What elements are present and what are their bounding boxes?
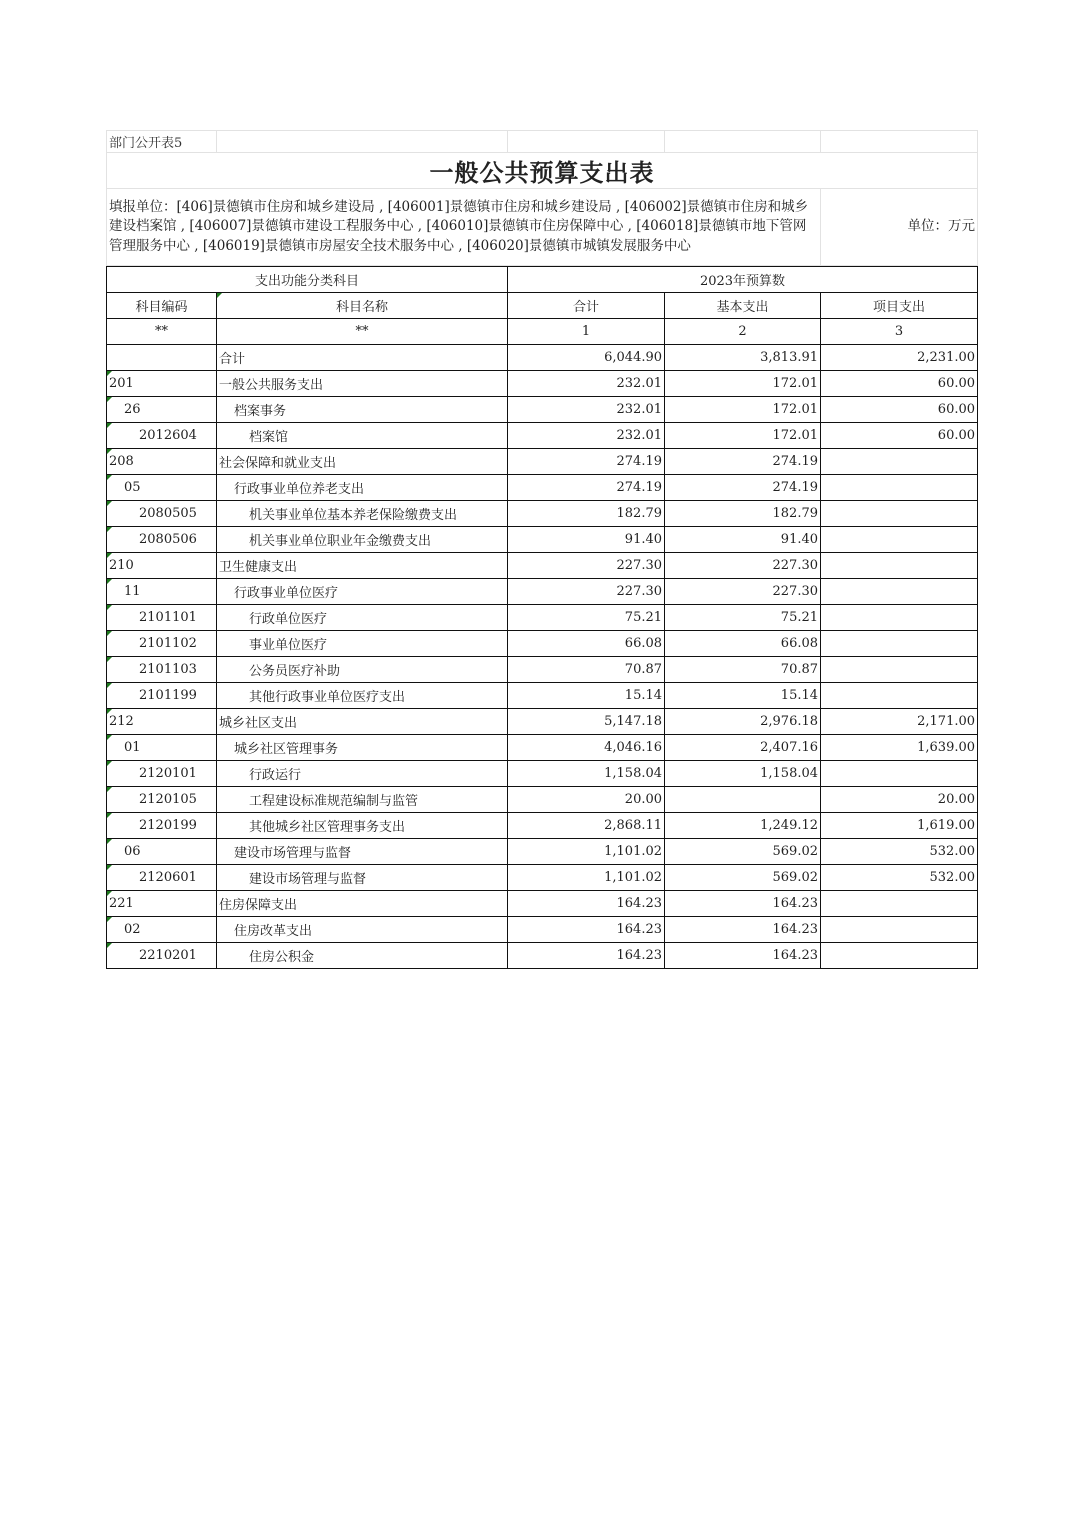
cell-name: 机关事业单位基本养老保险缴费支出 — [217, 501, 508, 527]
cell-marker-icon — [107, 553, 112, 558]
cell-total: 75.21 — [508, 605, 665, 631]
cell-name: 其他行政事业单位医疗支出 — [217, 683, 508, 709]
table-row — [107, 631, 978, 657]
mark-name: ** — [217, 319, 508, 345]
cell-basic — [665, 787, 821, 813]
mark-code: ** — [107, 319, 217, 345]
header-basic: 基本支出 — [665, 293, 821, 319]
cell-name: 住房保障支出 — [217, 891, 508, 917]
cell-name: 卫生健康支出 — [217, 553, 508, 579]
cell-code: 2101199 — [107, 683, 217, 709]
index-total: 1 — [508, 319, 665, 345]
cell-basic: 227.30 — [665, 579, 821, 605]
cell-project: 1,619.00 — [821, 813, 978, 839]
cell-name: 公务员医疗补助 — [217, 657, 508, 683]
cell-project — [821, 943, 978, 969]
cell-marker-icon — [107, 787, 112, 792]
cell-code: 11 — [107, 579, 217, 605]
cell-total: 164.23 — [508, 891, 665, 917]
unit-label: 单位：万元 — [821, 189, 978, 266]
cell-name: 一般公共服务支出 — [217, 371, 508, 397]
header-function-category: 支出功能分类科目 — [107, 267, 508, 293]
table-row — [107, 423, 978, 449]
cell-basic: 91.40 — [665, 527, 821, 553]
cell-project: 532.00 — [821, 839, 978, 865]
table-row — [107, 865, 978, 891]
cell-project — [821, 553, 978, 579]
cell-marker-icon — [107, 605, 112, 610]
cell-name: 行政事业单位医疗 — [217, 579, 508, 605]
table-row — [107, 761, 978, 787]
cell-total: 274.19 — [508, 449, 665, 475]
cell-total: 4,046.16 — [508, 735, 665, 761]
cell-name: 行政单位医疗 — [217, 605, 508, 631]
cell-marker-icon — [107, 943, 112, 948]
table-row — [107, 735, 978, 761]
cell-basic: 569.02 — [665, 839, 821, 865]
cell-name: 城乡社区支出 — [217, 709, 508, 735]
cell-basic: 569.02 — [665, 865, 821, 891]
cell-marker-icon — [107, 475, 112, 480]
cell-marker-icon — [107, 917, 112, 922]
cell-code — [107, 345, 217, 371]
cell-code: 05 — [107, 475, 217, 501]
cell-name: 机关事业单位职业年金缴费支出 — [217, 527, 508, 553]
table-row — [107, 839, 978, 865]
cell-marker-icon — [107, 683, 112, 688]
cell-marker-icon — [107, 397, 112, 402]
cell-project — [821, 683, 978, 709]
index-basic: 2 — [665, 319, 821, 345]
cell-basic: 227.30 — [665, 553, 821, 579]
cell-code: 201 — [107, 371, 217, 397]
cell-basic: 164.23 — [665, 917, 821, 943]
cell-name: 合计 — [217, 345, 508, 371]
cell-project: 2,171.00 — [821, 709, 978, 735]
cell-code: 26 — [107, 397, 217, 423]
cell-name: 建设市场管理与监督 — [217, 865, 508, 891]
cell-name: 城乡社区管理事务 — [217, 735, 508, 761]
table-row — [107, 917, 978, 943]
cell-project — [821, 657, 978, 683]
cell-project — [821, 527, 978, 553]
cell-code: 2080505 — [107, 501, 217, 527]
cell-total: 1,101.02 — [508, 865, 665, 891]
table-row — [107, 371, 978, 397]
cell-name: 其他城乡社区管理事务支出 — [217, 813, 508, 839]
index-project: 3 — [821, 319, 978, 345]
cell-marker-icon — [107, 371, 112, 376]
cell-name: 住房改革支出 — [217, 917, 508, 943]
budget-sheet — [106, 130, 977, 969]
cell-marker-icon — [107, 865, 112, 870]
page-title: 一般公共预算支出表 — [107, 153, 978, 189]
cell-total: 6,044.90 — [508, 345, 665, 371]
cell-code: 01 — [107, 735, 217, 761]
cell-project — [821, 449, 978, 475]
table-row — [107, 501, 978, 527]
cell-total: 274.19 — [508, 475, 665, 501]
cell-total: 15.14 — [508, 683, 665, 709]
cell-marker-icon — [107, 527, 112, 532]
cell-project — [821, 579, 978, 605]
cell-code: 2120199 — [107, 813, 217, 839]
cell-total: 164.23 — [508, 943, 665, 969]
cell-basic: 172.01 — [665, 371, 821, 397]
cell-total: 232.01 — [508, 371, 665, 397]
cell-basic: 3,813.91 — [665, 345, 821, 371]
cell-name: 档案事务 — [217, 397, 508, 423]
cell-total: 227.30 — [508, 553, 665, 579]
filler-units: 填报单位：[406]景德镇市住房和城乡建设局 , [406001]景德镇市住房和城乡建设局 , [406002]景德镇市住房和城乡建设档案馆 , [406007]景德镇市建设工程服务中心 , [406010]景德镇市住房保障中心 , [406018]景德镇市地下管网管理服务中心 , [406019]景德镇市房屋安全技术服务中心 , [406020]景德镇市城镇发展服务中心 — [107, 189, 821, 266]
cell-code: 208 — [107, 449, 217, 475]
cell-marker-icon — [107, 579, 112, 584]
cell-total: 2,868.11 — [508, 813, 665, 839]
cell-total: 70.87 — [508, 657, 665, 683]
cell-basic: 182.79 — [665, 501, 821, 527]
cell-total: 91.40 — [508, 527, 665, 553]
cell-project: 20.00 — [821, 787, 978, 813]
header-name: 科目名称 — [217, 293, 508, 319]
cell-name: 档案馆 — [217, 423, 508, 449]
cell-name: 建设市场管理与监督 — [217, 839, 508, 865]
cell-project: 60.00 — [821, 423, 978, 449]
cell-project — [821, 891, 978, 917]
cell-marker-icon — [107, 761, 112, 766]
cell-total: 20.00 — [508, 787, 665, 813]
cell-name: 社会保障和就业支出 — [217, 449, 508, 475]
cell-marker-icon — [107, 813, 112, 818]
cell-total: 5,147.18 — [508, 709, 665, 735]
table-row — [107, 345, 978, 371]
cell-marker-icon — [107, 423, 112, 428]
cell-name: 行政运行 — [217, 761, 508, 787]
cell-marker-icon — [107, 657, 112, 662]
cell-marker-icon — [107, 891, 112, 896]
cell-basic: 164.23 — [665, 891, 821, 917]
cell-basic: 15.14 — [665, 683, 821, 709]
table-row — [107, 787, 978, 813]
cell-project: 1,639.00 — [821, 735, 978, 761]
cell-basic: 66.08 — [665, 631, 821, 657]
table-row — [107, 943, 978, 969]
cell-project — [821, 917, 978, 943]
cell-marker-icon — [107, 735, 112, 740]
cell-total: 1,158.04 — [508, 761, 665, 787]
table-row — [107, 397, 978, 423]
cell-code: 2080506 — [107, 527, 217, 553]
cell-total: 1,101.02 — [508, 839, 665, 865]
header-total: 合计 — [508, 293, 665, 319]
cell-code: 2012604 — [107, 423, 217, 449]
cell-basic: 172.01 — [665, 423, 821, 449]
table-row — [107, 605, 978, 631]
header-code: 科目编码 — [107, 293, 217, 319]
cell-total: 164.23 — [508, 917, 665, 943]
cell-code: 02 — [107, 917, 217, 943]
cell-project: 532.00 — [821, 865, 978, 891]
cell-basic: 1,249.12 — [665, 813, 821, 839]
table-row — [107, 553, 978, 579]
budget-table — [106, 266, 978, 969]
cell-name: 事业单位医疗 — [217, 631, 508, 657]
cell-basic: 1,158.04 — [665, 761, 821, 787]
table-row — [107, 527, 978, 553]
sheet-header-block — [106, 130, 978, 266]
cell-code: 2120601 — [107, 865, 217, 891]
cell-total: 232.01 — [508, 397, 665, 423]
cell-code: 2101101 — [107, 605, 217, 631]
cell-name: 住房公积金 — [217, 943, 508, 969]
cell-code: 2101103 — [107, 657, 217, 683]
cell-project: 60.00 — [821, 371, 978, 397]
header-project: 项目支出 — [821, 293, 978, 319]
cell-code: 210 — [107, 553, 217, 579]
cell-code: 06 — [107, 839, 217, 865]
cell-project — [821, 475, 978, 501]
table-row — [107, 657, 978, 683]
cell-basic: 70.87 — [665, 657, 821, 683]
cell-basic: 2,976.18 — [665, 709, 821, 735]
cell-total: 182.79 — [508, 501, 665, 527]
cell-code: 212 — [107, 709, 217, 735]
table-row — [107, 683, 978, 709]
cell-marker-icon — [217, 293, 222, 298]
cell-code: 2120101 — [107, 761, 217, 787]
cell-total: 232.01 — [508, 423, 665, 449]
table-row — [107, 579, 978, 605]
cell-marker-icon — [107, 839, 112, 844]
cell-name: 行政事业单位养老支出 — [217, 475, 508, 501]
cell-basic: 2,407.16 — [665, 735, 821, 761]
table-row — [107, 813, 978, 839]
cell-code: 2210201 — [107, 943, 217, 969]
cell-name: 工程建设标准规范编制与监管 — [217, 787, 508, 813]
table-row — [107, 891, 978, 917]
cell-code: 221 — [107, 891, 217, 917]
form-label: 部门公开表5 — [107, 131, 217, 153]
header-row-group — [107, 267, 978, 293]
cell-code: 2120105 — [107, 787, 217, 813]
cell-basic: 172.01 — [665, 397, 821, 423]
header-row-columns — [107, 293, 978, 319]
cell-total: 66.08 — [508, 631, 665, 657]
cell-basic: 75.21 — [665, 605, 821, 631]
table-row — [107, 709, 978, 735]
cell-project: 60.00 — [821, 397, 978, 423]
cell-marker-icon — [107, 501, 112, 506]
table-row — [107, 449, 978, 475]
cell-code: 2101102 — [107, 631, 217, 657]
cell-basic: 274.19 — [665, 475, 821, 501]
table-row — [107, 475, 978, 501]
cell-marker-icon — [107, 631, 112, 636]
cell-marker-icon — [107, 449, 112, 454]
cell-project: 2,231.00 — [821, 345, 978, 371]
cell-total: 227.30 — [508, 579, 665, 605]
cell-project — [821, 501, 978, 527]
cell-basic: 164.23 — [665, 943, 821, 969]
cell-project — [821, 761, 978, 787]
header-row-index — [107, 319, 978, 345]
cell-marker-icon — [107, 709, 112, 714]
cell-project — [821, 605, 978, 631]
cell-project — [821, 631, 978, 657]
header-budget-year: 2023年预算数 — [508, 267, 978, 293]
cell-basic: 274.19 — [665, 449, 821, 475]
